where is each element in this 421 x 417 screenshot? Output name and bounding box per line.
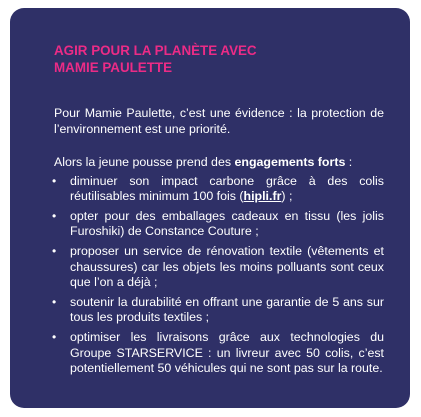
bullet-icon: • <box>52 173 57 188</box>
list-item-text: proposer un service de rénovation textile (vêtements et chaussures) car les objets les moins polluants sont ceux que l’on a déjà ; <box>70 244 384 289</box>
lead-text-bold: engagements forts <box>234 155 346 169</box>
intro-paragraph: Pour Mamie Paulette, c’est une évidence : la protection de l’environnement est une priorité. <box>54 106 384 136</box>
list-item-text: soutenir la durabilité en offrant une garantie de 5 ans sur tous les produits textiles ; <box>70 294 384 325</box>
bullet-icon: • <box>52 330 57 345</box>
info-card <box>10 8 410 408</box>
list-item <box>50 209 384 239</box>
list-item <box>50 330 384 376</box>
list-item <box>50 244 384 290</box>
hipli-link[interactable]: hipli.fr <box>243 188 282 203</box>
list-item-text: optimiser les livraisons grâce aux technologies du Groupe STARSERVICE : un livreur avec 50 colis, c’est potentiellement 50 véhicules qui ne sont pas sur la route. <box>70 330 384 375</box>
lead-paragraph <box>54 155 384 171</box>
card-title <box>54 42 384 76</box>
bullet-icon: • <box>52 244 57 259</box>
list-item <box>50 295 384 325</box>
commitments-list <box>50 174 384 376</box>
lead-text-after: : <box>345 155 353 169</box>
lead-text-before: Alors la jeune pousse prend des <box>54 155 235 169</box>
bullet-icon: • <box>52 294 57 309</box>
card-title-line-1: AGIR POUR LA PLANÈTE AVEC <box>54 43 257 58</box>
list-item-text: opter pour des emballages cadeaux en tissu (les jolis Furoshiki) de Constance Couture ; <box>70 208 384 239</box>
list-item-text-after: ) ; <box>281 188 293 203</box>
list-item-text-before: diminuer son impact carbone grâce à des colis réutilisables minimum 100 fois ( <box>70 173 384 203</box>
bullet-icon: • <box>52 208 57 223</box>
card-title-line-2: MAMIE PAULETTE <box>54 60 173 75</box>
list-item <box>50 174 384 204</box>
